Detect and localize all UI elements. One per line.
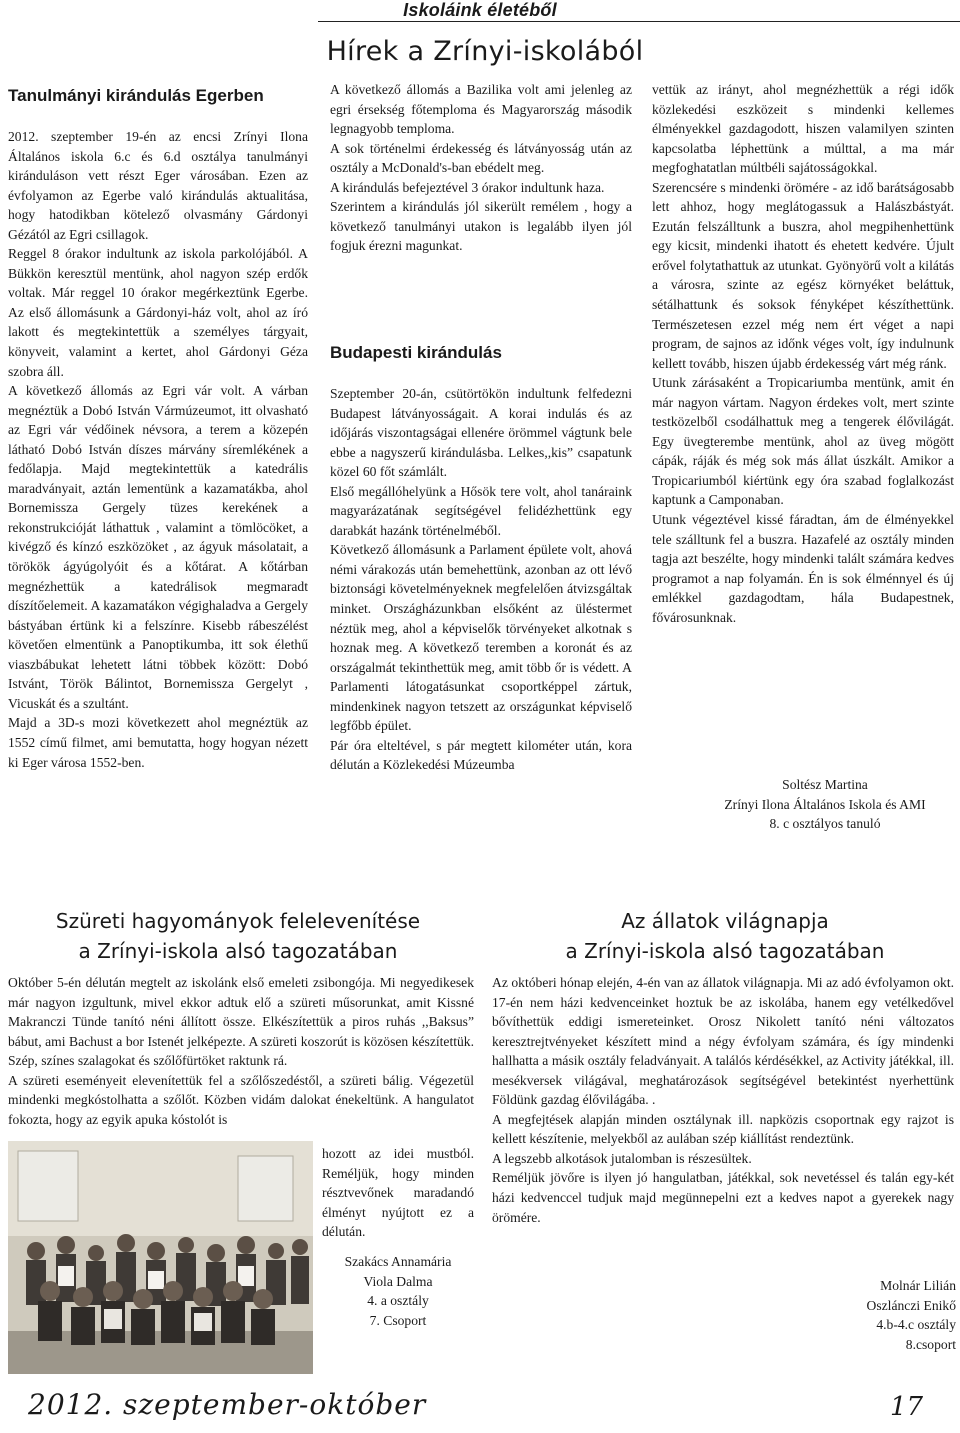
author-name: Viola Dalma [363, 1273, 433, 1289]
paragraph: A sok történelmi érdekesség és látványosság után az osztály a McDonald's-ban ebédelt meg. [330, 140, 632, 176]
article-szureti-side-text [322, 1144, 474, 1242]
paragraph: Pár óra elteltével, s pár megtett kilométer után, kora délután a Közlekedési Múzeumba [330, 737, 632, 773]
article-title-eger: Tanulmányi kirándulás Egerben [8, 86, 264, 105]
article-title-budapest: Budapesti kirándulás [330, 343, 502, 362]
paragraph: Szerencsére s mindenki örömére - az idő barátságosabb lett ahhoz, hogy meglátogassuk a Halászbástyát. Ezután felszálltunk a buszra, ahol megpihenhettünk egy kicsit, mindenki ihatott és ehetett kedvére. Újult erővel folytathattuk az utunkat. Gyönyörű volt a kilátás a városra, szinte az egész környéket beláttuk, sétálhattunk és soksok fényképet készíthettünk. Természetesen ezzel még nem ért véget a napi program, de sajnos az időnk véges volt, így indulnunk kellett tovább, hiszen újabb érdekesség várt még ránk. [652, 179, 954, 371]
article-eger-column-2 [330, 80, 632, 256]
author-signature-allatok [826, 1276, 956, 1354]
paragraph: Utunk végeztével kissé fáradtan, ám de élményekkel tele szálltunk fel a buszra. Hazafelé az osztály minden tagja azt beszélte, hogy mindenki talált számára kedves programot a nap folyamán. Én is sok élménnyel és új emlékkel gazdagodtam, hála Budapestnek, fővárosunknak. [652, 512, 954, 625]
paragraph: Reggel 8 órakor indultunk az iskola parkolójából. A Bükkön keresztül mentünk, ahol nagyon szép erdők voltak. Már reggel 10 órakor megérkeztünk Egerbe. Az első állomásunk a Gárdonyi-ház volt, ahol az író lakott és megtekintettük a személyes tárgyait, könyveit, valamint a kertet, ahol Gárdonyi Géza szobra áll. [8, 246, 308, 379]
article-allatok-body [492, 973, 954, 1227]
author-class: 4.b-4.c osztály [876, 1317, 956, 1333]
article-eger-column-1 [8, 127, 308, 772]
title-line: a Zrínyi-iskola alsó tagozatában [565, 939, 885, 963]
paragraph: Következő állomásunk a Parlament épülete volt, ahová némi várakozás után bemehettünk, azonban az ott lévő biztonsági követelményeknek megfelelően átvizsgáltak minket. Országházunkban elsőként az üléstermet néztük meg, ahol a képviselők törvényeket alkotnak s hoznak meg. A következő teremben a koronát és az országalmát tekinthettük meg, amit több őr is védett. A Parlamenti látogatásunkat csoportképpel zártuk, mindenkinek nagyon tetszett az országunkat képviselő legfőbb épület. [330, 542, 632, 734]
class-photo-drawing [8, 1141, 313, 1374]
paragraph: A megfejtések alapján minden osztálynak ill. napközis csoportnak egy rajzot is kellett készítenie, melyekből az aulában szép kiállítást rendeztünk. [492, 1111, 954, 1147]
author-group: 8.csoport [905, 1336, 956, 1352]
section-header: Iskoláink életéből [403, 0, 557, 20]
author-name: Oszlánczi Enikő [866, 1297, 956, 1313]
author-signature-budapest [690, 775, 960, 834]
paragraph: A szüreti eseményeit elevenítettük fel a szőlőszedéstől, a szüreti bálig. Végezetül mindenki megkóstolhatta a szőlőt. Közben vidám dalokat énekeltünk. A hangulatot fokozta, hogy az egyik apuka kóstolót is [8, 1072, 474, 1127]
article-budapest-column-3 [652, 80, 954, 627]
article-title-szureti [8, 906, 468, 966]
paragraph: Utunk zárásaként a Tropicariumba mentünk, amit én már nagyon vártam. Nagyon érdekes volt, mert szinte testközelből csodálhattuk meg a tengerek élővilágát. Egy üvegterembe mentünk, ahol az üveg mögött cápák, ráják és még sok más állat úszkált. Amikor a Tropicariumból kiértünk egy óra szabad foglalkozást kaptunk a Camponaban. [652, 375, 954, 508]
title-line: Szüreti hagyományok felelevenítése [55, 909, 421, 933]
title-line: a Zrínyi-iskola alsó tagozatában [78, 939, 398, 963]
header-rule [318, 21, 960, 22]
footer-date: 2012. szeptember-október [28, 1388, 427, 1421]
paragraph: A kirándulás befejeztével 3 órakor indultunk haza. [330, 179, 605, 195]
paragraph: Szerintem a kirándulás jól sikerült remélem , hogy a következő tanulmányi utakon is legalább ilyen jól fogjuk érezni magunkat. [330, 199, 632, 254]
page-number: 17 [890, 1392, 924, 1422]
author-signature-szureti [322, 1252, 474, 1330]
class-photo [8, 1141, 313, 1374]
author-class: 4. a osztály [367, 1293, 429, 1309]
article-title-allatok [490, 906, 960, 966]
paragraph: vettük az irányt, ahol megnézhettük a régi idők közlekedési eszközeit s mindenki kellemes élményekkel gazdagodott, hiszen valamilyen szinten kapcsolatba léphettünk a múlttal, a ma már megfoghatatlan múltbéli sajátosságokkal. [652, 82, 954, 176]
paragraph: Szeptember 20-án, csütörtökön indultunk felfedezni Budapest látványosságait. A korai indulás és az időjárás viszontagságai ellenére örömmel vágtunk bele ebbe a nagyszerű kirándulásba. Lelkes,,kis” csapatunk közel 60 főt számlált. [330, 386, 632, 480]
author-group: 7. Csoport [369, 1312, 427, 1328]
author-school: Zrínyi Ilona Általános Iskola és AMI [724, 796, 926, 812]
paragraph: A következő állomás az Egri vár volt. A várban megnéztük a Dobó István Vármúzeumot, itt olvasható az Egri vár védőinek névsora, a terem a közepén látható Dobó István díszes márvány síremlékének a fedőlapja. Majd megtekintettük a katedrális maradványait, aztán lementünk a kazamatákba, ahol Bornemissza Gergely tüzes kerekének a rekonstrukcióját láthattuk , valamint a tömlöcöket, a kivégző és kínzó eszközöket , az ágyuk másolatait, a törökök ágyúgolyóit és a kőtárat. A kőtárban megnézhettük a katedrálisok megmaradt díszítőelemeit. A kazamatákon végighaladva a Gergely bástyában értünk ki a felszínre. Kisebb rábeszélést követően elmentünk a Panoptikumba, itt sok élethű viaszbábukat lehetett látni többek között: Dobó Istvánt, Török Bálintot, Bornemissza Gergelyt , Vicuskát és a szultánt. [8, 383, 308, 711]
author-name: Molnár Lilián [880, 1278, 956, 1293]
paragraph: Majd a 3D-s mozi következett ahol megnéztük az 1552 című filmet, ami bemutatta, hogy hogyan nézett ki Eger városa 1552-ben. [8, 715, 308, 770]
title-line: Az állatok világnapja [621, 909, 829, 933]
article-budapest-column-2 [330, 384, 632, 775]
article-szureti-body [8, 973, 474, 1129]
paragraph: Az októberi hónap elején, 4-én van az állatok világnapja. Mi az adó évfolyamon okt. 17-én nem házi kedvenceinket hoztuk be az iskolába, hanem egy vetélkedővel bővíthettük eddigi ismereteinket. Orosz Nikolett tanító néni változatos keresztrejtvényeket készített mind a négy évfolyam számára, és így mindenki hallhatta a másik osztály feladványait. A találós kérdésékkel, az Activity játékkal, ill. mesékversek világával, meghatározások segítségével betekintést nyerhettünk Földünk gazdag élővilágába. . [492, 975, 954, 1108]
author-name: Soltész Martina [782, 777, 868, 792]
paragraph: hozott az idei mustból. Reméljük, hogy minden résztvevőnek maradandó élményt nyújtott ez a délután. [322, 1146, 474, 1240]
paragraph: Első megállóhelyünk a Hősök tere volt, ahol tanáraink magyarázatának segítségével felidézhettünk egy darabkát hazánk történelméből. [330, 483, 632, 538]
paragraph: 2012. szeptember 19-én az encsi Zrínyi Ilona Általános iskola 6.c és 6.d osztálya tanulmányi kiránduláson vett részt Eger városában. Ezen az évfolyamon az Egerbe való kirándulás aktualitása, hogy hatodikban kötelező olvasmány Gárdonyi Gézától az Egri csillagok. [8, 129, 308, 242]
paragraph: Reméljük jövőre is ilyen jó hangulatban, játékkal, sok nevetéssel és talán egy-két házi kedvenccel tudjuk majd megünnepelni ezt a kedves napot a gyerekek nagy örömére. [492, 1170, 954, 1225]
author-name: Szakács Annamária [344, 1254, 452, 1269]
paragraph: A legszebb alkotások jutalomban is részesültek. [492, 1150, 752, 1166]
paragraph: A következő állomás a Bazilika volt ami jelenleg az egri érsekség főtemploma és Magyarország második legnagyobb temploma. [330, 82, 632, 137]
page-title: Hírek a Zrínyi-iskolából [326, 36, 644, 67]
paragraph: Október 5-én délután megtelt az iskolánk első emeleti zsibongója. Mi negyedikesek már nagyon izgultunk, mivel ekkor adtuk elő a szüreti műsorunkat, amit Kissné Makranczi Tünde tanító néni állított össze. Elkészítettük a piros ruhás ,,Baksus” bábut, ami Bachust a bor Istenét jelképezte. A szüreti koszorút is közösen készítettük. Szép, színes szalagokat és szőlőfürtöket raktunk rá. [8, 975, 474, 1069]
author-class: 8. c osztályos tanuló [769, 816, 881, 832]
